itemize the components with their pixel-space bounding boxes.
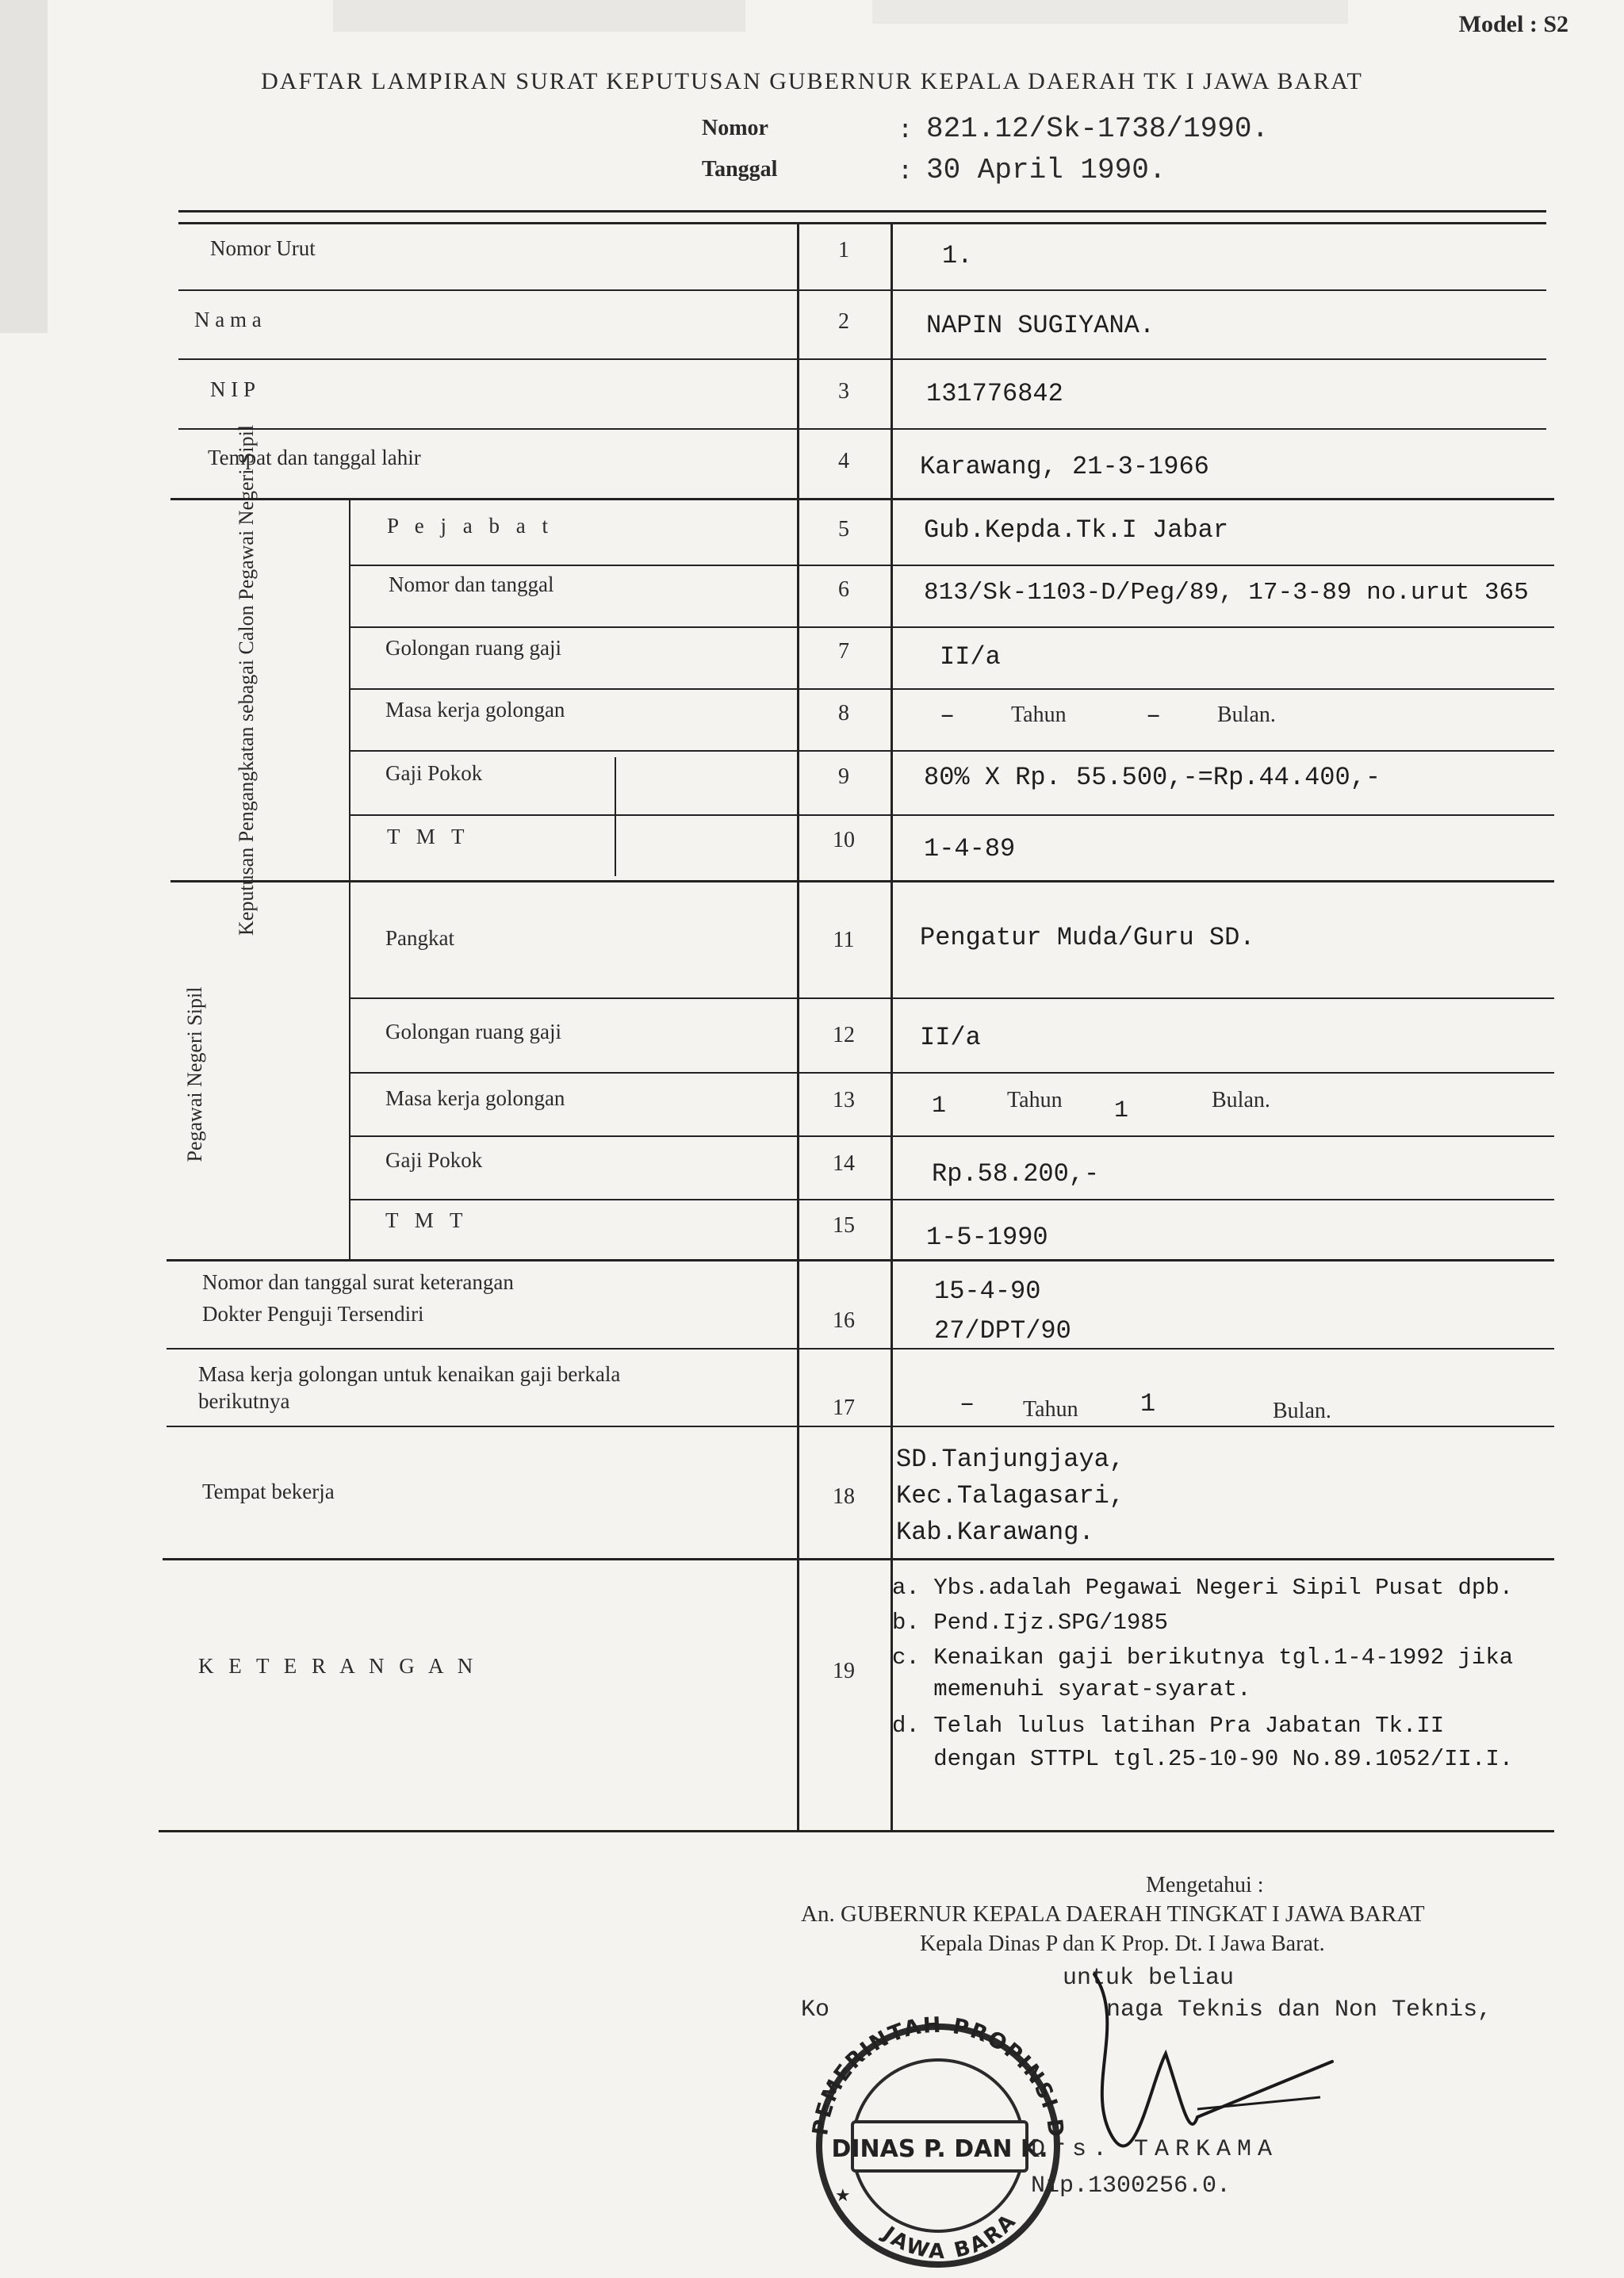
value-nomor-tanggal: 813/Sk-1103-D/Peg/89, 17-3-89 no.urut 365 — [924, 579, 1529, 607]
row-number: 5 — [838, 517, 849, 542]
row-number: 7 — [838, 639, 849, 664]
tanggal-value: 30 April 1990. — [926, 154, 1166, 186]
nomor-label: Nomor — [702, 116, 768, 140]
value-berkala-tahun: – — [959, 1389, 975, 1418]
label-pangkat: Pangkat — [385, 926, 454, 950]
value-masa-kerja-pns-tahun: 1 — [932, 1093, 947, 1120]
svg-text:★: ★ — [835, 2186, 851, 2206]
row-number: 19 — [833, 1659, 855, 1683]
value-surat-dokter-2: 27/DPT/90 — [934, 1316, 1071, 1346]
label-masa-kerja-berkala: Masa kerja golongan untuk kenaikan gaji berkala — [198, 1362, 621, 1386]
row-number: 14 — [833, 1151, 855, 1176]
rule — [170, 880, 1554, 882]
value-nama: NAPIN SUGIYANA. — [926, 311, 1155, 340]
rule — [349, 1072, 1554, 1074]
value-tempat-bekerja-1: SD.Tanjungjaya, — [896, 1445, 1125, 1474]
signature-line-4a: Ko — [801, 1997, 830, 2023]
rule — [167, 1426, 1554, 1427]
signatory-name: Drs. TARKAMA — [1031, 2136, 1279, 2163]
rule — [167, 1259, 1554, 1262]
rule — [349, 997, 1554, 999]
rule — [349, 688, 1554, 690]
document-title: DAFTAR LAMPIRAN SURAT KEPUTUSAN GUBERNUR KEPALA DAERAH TK I JAWA BARAT — [261, 68, 1363, 94]
rule — [167, 1348, 1554, 1350]
rule — [349, 814, 1554, 816]
column-rule — [349, 880, 350, 1259]
tahun-label: Tahun — [1007, 1088, 1063, 1112]
row-number: 3 — [838, 379, 849, 404]
label-masa-kerja-pns: Masa kerja golongan — [385, 1086, 565, 1110]
value-nomor-urut: 1. — [942, 241, 973, 270]
value-pejabat: Gub.Kepda.Tk.I Jabar — [924, 515, 1229, 545]
value-gaji-pokok: 80% X Rp. 55.500,-=Rp.44.400,- — [924, 763, 1381, 792]
bulan-label: Bulan. — [1212, 1088, 1270, 1112]
label-golongan-pns: Golongan ruang gaji — [385, 1020, 561, 1043]
tahun-label: Tahun — [1011, 703, 1067, 727]
rule-top-2 — [178, 222, 1546, 224]
label-tmt: T M T — [387, 825, 470, 848]
value-tempat-bekerja-3: Kab.Karawang. — [896, 1518, 1094, 1547]
section-cpns-title: Keputusan Pengangkatan sebagai Calon Pegawai Negeri Sipil — [235, 424, 258, 936]
stamp-center-text: DINAS P. DAN K. — [831, 2135, 1048, 2163]
value-tempat-bekerja-2: Kec.Talagasari, — [896, 1481, 1125, 1510]
label-gaji-pokok: Gaji Pokok — [385, 761, 483, 785]
label-surat-dokter: Nomor dan tanggal surat keterangan — [202, 1270, 514, 1294]
mengetahui: Mengetahui : — [1146, 1873, 1264, 1897]
signature-line-2: Kepala Dinas P dan K Prop. Dt. I Jawa Barat. — [920, 1932, 1325, 1956]
label-tempat-tgl-lahir: Tempat dan tanggal lahir — [208, 446, 421, 469]
rule — [349, 626, 1554, 628]
label-masa-kerja: Masa kerja golongan — [385, 698, 565, 722]
bulan-label: Bulan. — [1273, 1399, 1331, 1423]
value-tmt-pns: 1-5-1990 — [926, 1223, 1048, 1252]
row-number: 8 — [838, 701, 849, 726]
bulan-label: Bulan. — [1217, 703, 1276, 727]
keterangan-d: d. Telah lulus latihan Pra Jabatan Tk.II — [892, 1713, 1445, 1739]
keterangan-c: c. Kenaikan gaji berikutnya tgl.1-4-1992 jika — [892, 1644, 1514, 1671]
row-number: 1 — [838, 238, 849, 262]
label-nomor-urut: Nomor Urut — [210, 236, 316, 260]
tanggal-label: Tanggal — [702, 157, 778, 182]
rule — [178, 289, 1546, 291]
label-tmt-pns: T M T — [385, 1208, 469, 1232]
signature-line-3: untuk beliau — [1063, 1965, 1235, 1992]
row-number: 15 — [833, 1213, 855, 1238]
label-golongan: Golongan ruang gaji — [385, 636, 561, 660]
nomor-sep: : — [898, 116, 914, 145]
value-nip: 131776842 — [926, 379, 1063, 408]
label-nip: N I P — [210, 377, 256, 401]
keterangan-b: b. Pend.Ijz.SPG/1985 — [892, 1610, 1169, 1636]
label-nomor-tanggal: Nomor dan tanggal — [389, 572, 554, 596]
value-tmt: 1-4-89 — [924, 834, 1016, 863]
keterangan-a: a. Ybs.adalah Pegawai Negeri Sipil Pusat dpb. — [892, 1575, 1514, 1601]
row-number: 18 — [833, 1484, 855, 1509]
value-tempat-tgl-lahir: Karawang, 21-3-1966 — [920, 452, 1209, 481]
value-pangkat: Pengatur Muda/Guru SD. — [920, 923, 1255, 952]
stamp-bottom-text: JAWA BARA — [878, 2209, 1021, 2265]
value-masa-kerja-pns-bulan: 1 — [1114, 1097, 1129, 1124]
section-pns-title: Pegawai Negeri Sipil — [183, 986, 206, 1162]
row-number: 12 — [833, 1023, 855, 1047]
value-masa-kerja-tahun: – — [940, 701, 956, 730]
signatory-nip: Nip.1300256.0. — [1031, 2173, 1231, 2200]
svg-text:PEMERINTAH PROPINSI DATI I — [789, 2004, 1068, 2140]
rule — [349, 750, 1554, 752]
rule — [170, 498, 1554, 500]
label-surat-dokter-2: Dokter Penguji Tersendiri — [202, 1302, 424, 1326]
tanggal-sep: : — [898, 157, 914, 186]
value-masa-kerja-bulan: – — [1146, 701, 1162, 730]
label-tempat-bekerja: Tempat bekerja — [202, 1480, 335, 1503]
label-masa-kerja-berkala-2: berikutnya — [198, 1389, 290, 1413]
column-rule — [615, 757, 616, 876]
label-gaji-pokok-pns: Gaji Pokok — [385, 1148, 483, 1172]
row-number: 4 — [838, 449, 849, 473]
value-golongan: II/a — [940, 642, 1001, 672]
rule — [178, 358, 1546, 360]
nomor-value: 821.12/Sk-1738/1990. — [926, 113, 1270, 145]
value-surat-dokter-1: 15-4-90 — [934, 1277, 1041, 1306]
row-number: 11 — [833, 928, 855, 952]
value-gaji-pokok-pns: Rp.58.200,- — [932, 1159, 1100, 1189]
signature-line-1: An. GUBERNUR KEPALA DAERAH TINGKAT I JAWA BARAT — [801, 1901, 1425, 1927]
row-number: 9 — [838, 764, 849, 789]
keterangan-d-2: dengan STTPL tgl.25-10-90 No.89.1052/II.I. — [892, 1746, 1514, 1772]
rule — [178, 428, 1546, 430]
model-code: Model : S2 — [1458, 11, 1568, 37]
tahun-label: Tahun — [1023, 1397, 1078, 1422]
keterangan-c-2: memenuhi syarat-syarat. — [892, 1676, 1251, 1702]
row-number: 17 — [833, 1396, 855, 1420]
label-nama: N a m a — [194, 308, 262, 331]
label-pejabat: P e j a b a t — [387, 514, 553, 538]
rule — [349, 565, 1554, 566]
row-number: 6 — [838, 577, 849, 602]
rule — [349, 1135, 1554, 1137]
label-keterangan: K E T E R A N G A N — [198, 1654, 478, 1678]
row-number: 10 — [833, 828, 855, 852]
rule — [349, 1199, 1554, 1200]
value-berkala-bulan: 1 — [1140, 1389, 1156, 1418]
rule — [163, 1558, 1554, 1560]
rule-top — [178, 210, 1546, 212]
row-number: 16 — [833, 1308, 855, 1333]
value-golongan-pns: II/a — [920, 1023, 981, 1052]
row-number: 13 — [833, 1088, 855, 1112]
stamp-top-text: PEMERINTAH PROPINSI D — [808, 2012, 1069, 2140]
row-number: 2 — [838, 309, 849, 334]
rule-bottom — [159, 1830, 1554, 1832]
column-rule — [349, 498, 350, 880]
signature-line-4b: naga Teknis dan Non Teknis, — [1106, 1997, 1492, 2023]
